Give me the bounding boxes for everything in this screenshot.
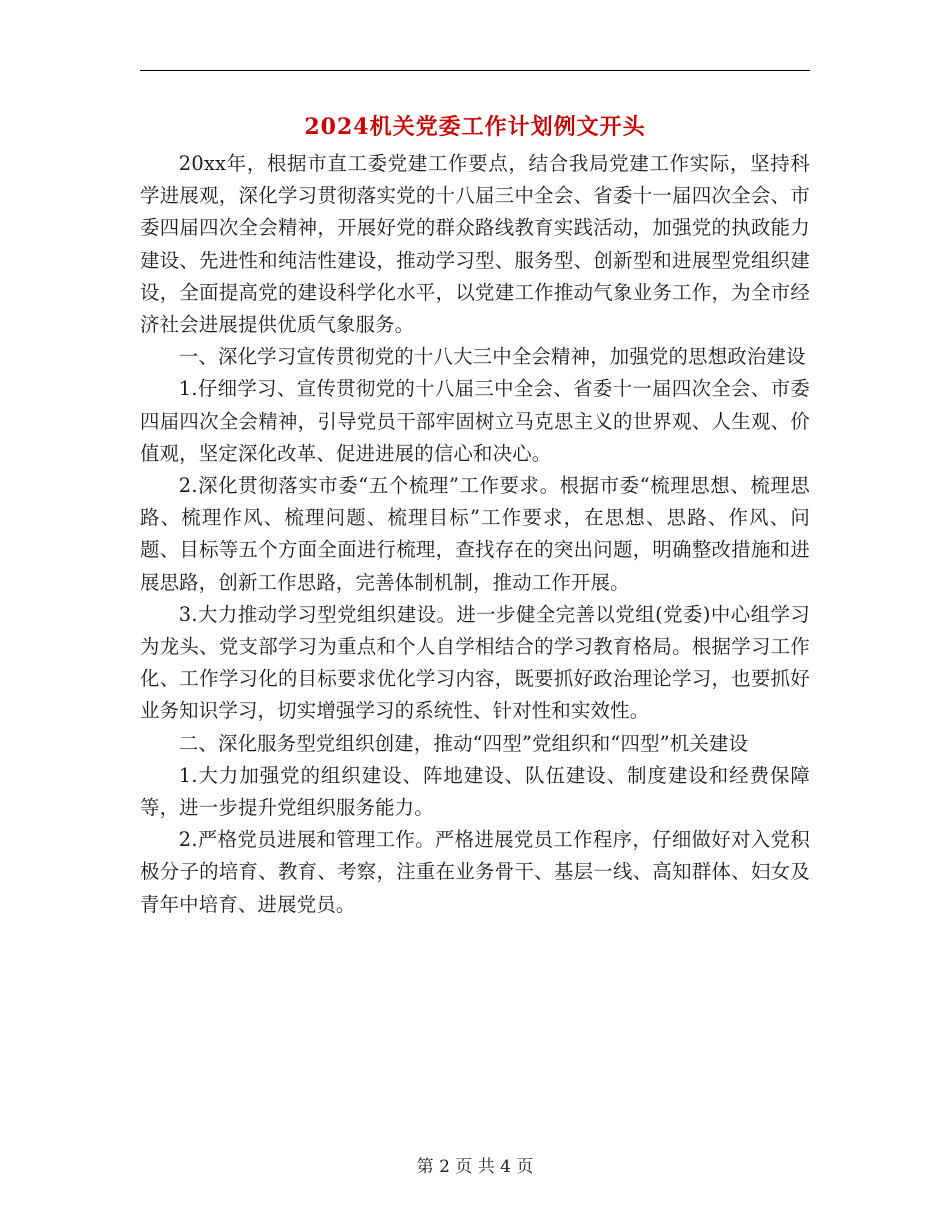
document-body <box>140 148 810 921</box>
section-heading-2: 二、深化服务型党组织创建，推动“四型”党组织和“四型”机关建设 <box>178 731 749 755</box>
item-paragraph: 1.仔细学习、宣传贯彻党的十八届三中全会、省委十一届四次全会、市委四届四次全会精神，引导党员干部牢固树立马克思主义的世界观、人生观、价值观，坚定深化改革、促进进展的信心和决心。 <box>140 377 810 465</box>
header-rule <box>140 70 810 71</box>
document-title: 2024机关党委工作计划例文开头 <box>304 114 646 140</box>
item-paragraph: 2.深化贯彻落实市委“五个梳理”工作要求。根据市委“梳理思想、梳理思路、梳理作风、梳理问题、梳理目标”工作要求，在思想、思路、作风、问题、目标等五个方面全面进行梳理，查找存在的突出问题，明确整改措施和进展思路，创新工作思路，完善体制机制，推动工作开展。 <box>140 474 810 594</box>
page-number-footer: 第 2 页 共 4 页 <box>416 1157 534 1177</box>
item-paragraph: 1.大力加强党的组织建设、阵地建设、队伍建设、制度建设和经费保障等，进一步提升党组织服务能力。 <box>140 763 810 820</box>
intro-paragraph: 20xx年，根据市直工委党建工作要点，结合我局党建工作实际，坚持科学进展观，深化学习贯彻落实党的十八届三中全会、省委十一届四次全会、市委四届四次全会精神，开展好党的群众路线教育实践活动，加强党的执政能力建设、先进性和纯洁性建设，推动学习型、服务型、创新型和进展型党组织建设，全面提高党的建设科学化水平，以党建工作推动气象业务工作，为全市经济社会进展提供优质气象服务。 <box>140 152 810 337</box>
section-heading-1: 一、深化学习宣传贯彻党的十八大三中全会精神，加强党的思想政治建设 <box>178 345 806 369</box>
item-paragraph: 3.大力推动学习型党组织建设。进一步健全完善以党组(党委)中心组学习为龙头、党支部学习为重点和个人自学相结合的学习教育格局。根据学习工作化、工作学习化的目标要求优化学习内容，既要抓好政治理论学习，也要抓好业务知识学习，切实增强学习的系统性、针对性和实效性。 <box>140 602 810 723</box>
item-paragraph: 2.严格党员进展和管理工作。严格进展党员工作程序，仔细做好对入党积极分子的培育、教育、考察，注重在业务骨干、基层一线、高知群体、妇女及青年中培育、进展党员。 <box>140 828 810 916</box>
